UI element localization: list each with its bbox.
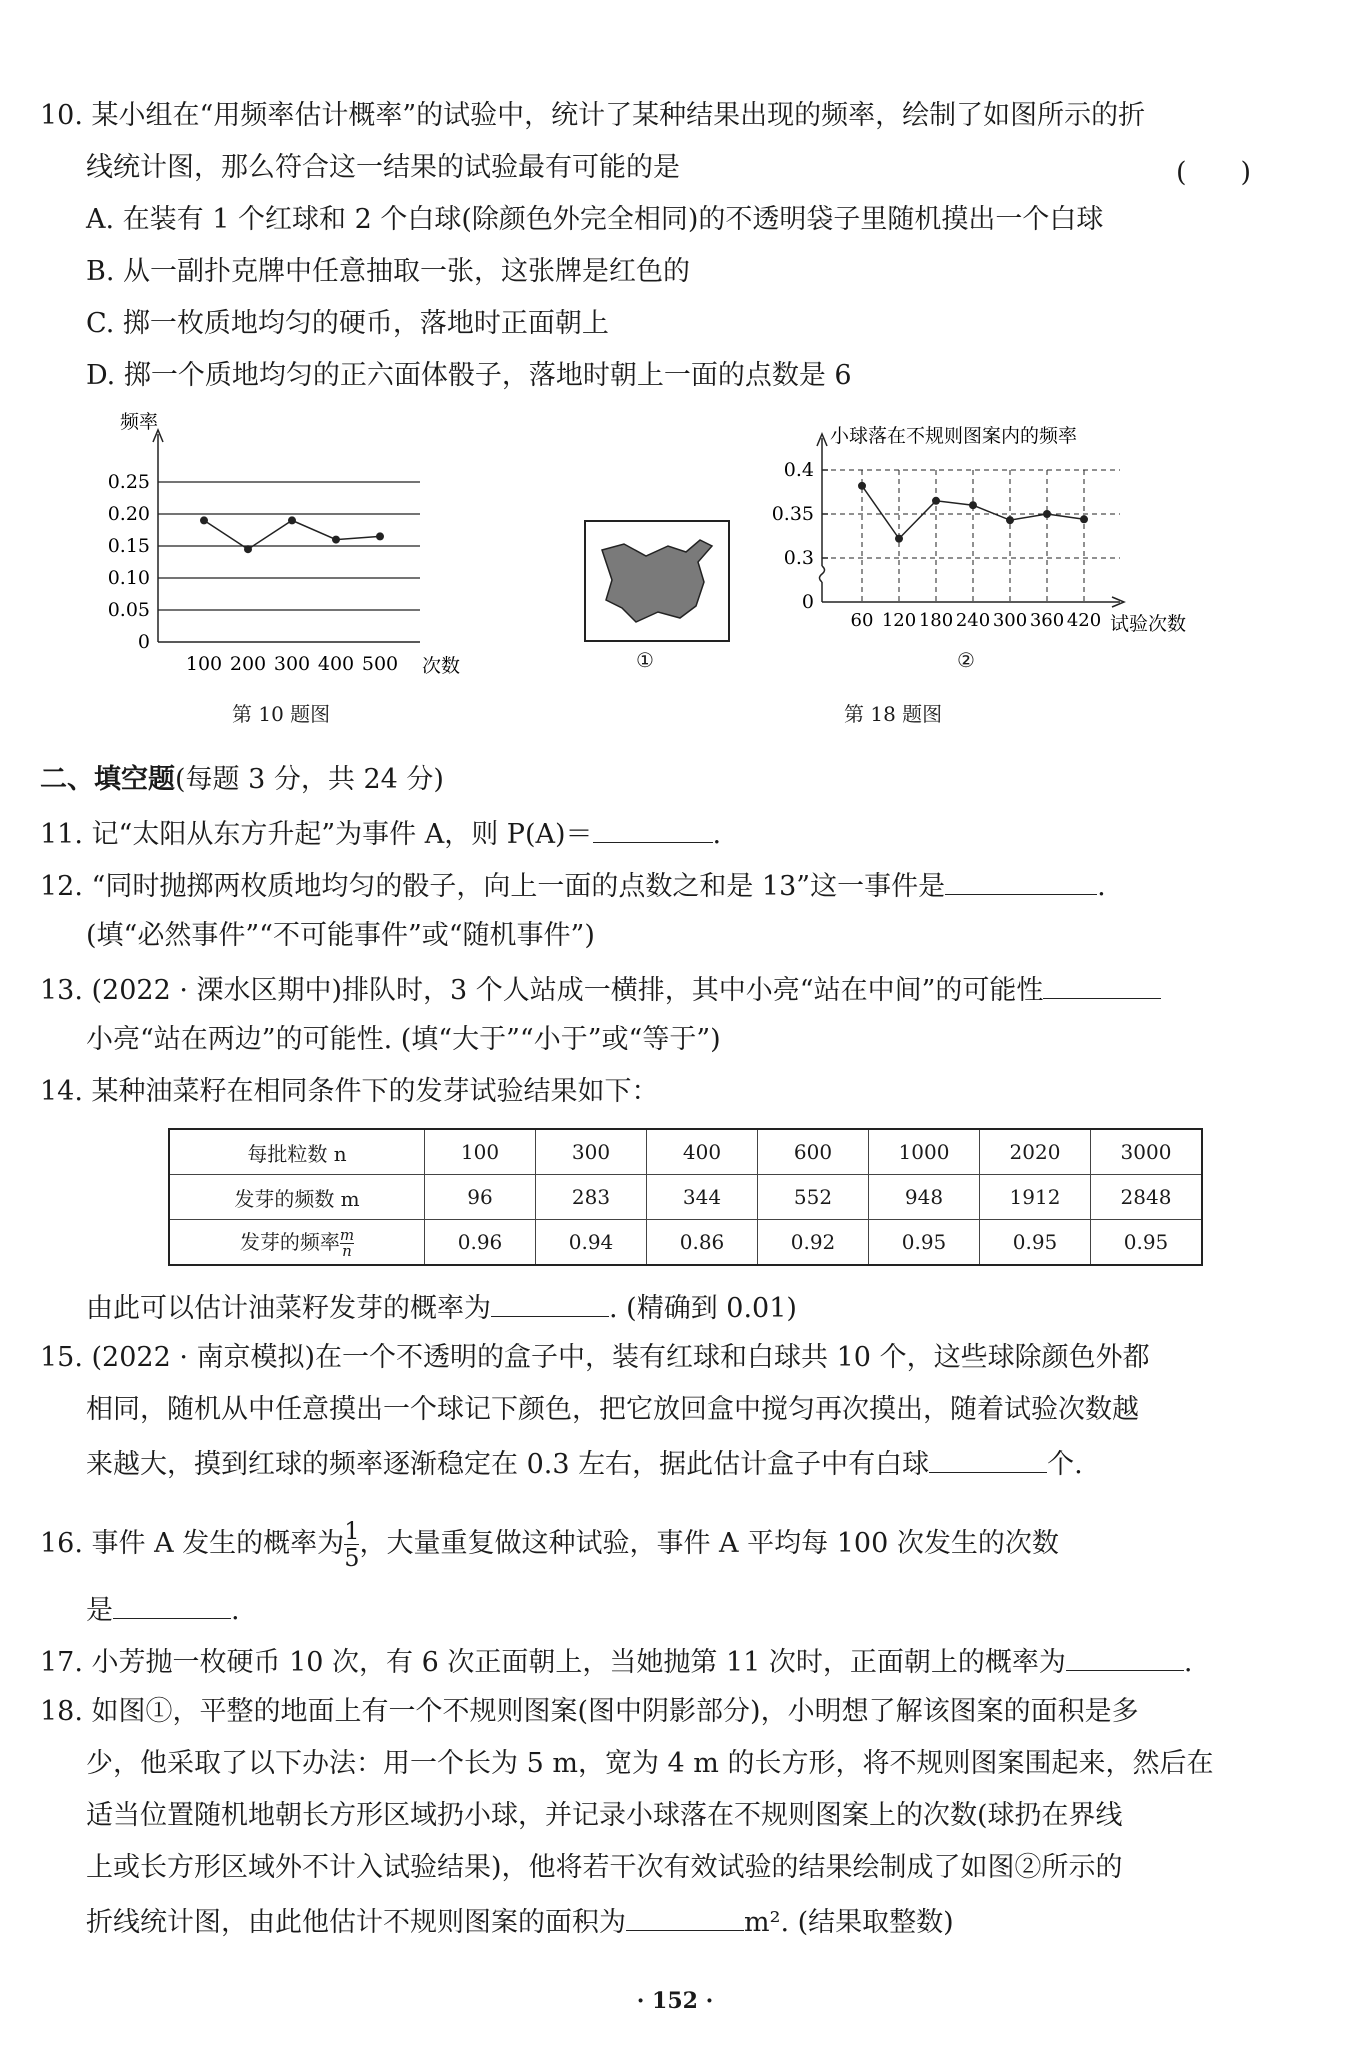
q10-frequency-chart xyxy=(90,410,490,680)
q18-answer-blank[interactable] xyxy=(626,1902,744,1931)
x-tick-label: 200 xyxy=(229,653,267,675)
q11 xyxy=(40,814,721,853)
q18-end: . (结果取整数) xyxy=(780,1907,954,1938)
q14-precision-note: . (精确到 0.01) xyxy=(609,1293,797,1324)
q18-frequency-chart xyxy=(770,418,1240,648)
data-point xyxy=(200,516,208,524)
table-cell: 0.86 xyxy=(647,1220,758,1266)
x-tick-label: 240 xyxy=(955,610,991,631)
fraction-numerator: 1 xyxy=(344,1517,360,1545)
q18-line-4: 上或长方形区域外不计入试验结果)，他将若干次有效试验的结果绘制成了如图②所示的 xyxy=(86,1852,1123,1883)
section-2-title: 二、填空题 xyxy=(40,764,175,795)
fraction-denominator: n xyxy=(342,1241,352,1260)
data-point xyxy=(969,501,977,509)
table-row xyxy=(169,1129,1202,1175)
x-tick-label: 400 xyxy=(317,653,355,675)
q13-line-2: 小亮“站在两边”的可能性. (填“大于”“小于”或“等于”) xyxy=(86,1024,721,1055)
irregular-shape xyxy=(586,522,728,640)
x-tick-label: 500 xyxy=(361,653,399,675)
table-cell: 0.95 xyxy=(869,1220,980,1266)
y-tick-label: 0.20 xyxy=(107,503,150,525)
x-axis-label: 次数 xyxy=(422,655,461,677)
row-header-m: 发芽的频数 m xyxy=(169,1175,425,1220)
row-header-n: 每批粒数 n xyxy=(169,1129,425,1175)
q18-line-5 xyxy=(86,1902,954,1941)
data-point xyxy=(858,482,866,490)
table-cell: 2020 xyxy=(980,1129,1091,1175)
table-cell: 400 xyxy=(647,1129,758,1175)
q10-option-a: A. 在装有 1 个红球和 2 个白球(除颜色外完全相同)的不透明袋子里随机摸出一个白球 xyxy=(86,204,1104,235)
data-point xyxy=(1080,515,1088,523)
x-tick-label: 180 xyxy=(918,610,954,631)
q13 xyxy=(40,970,1161,1009)
table-cell: 0.96 xyxy=(425,1220,536,1266)
q16 xyxy=(40,1516,1059,1572)
y-axis-label: 频率 xyxy=(120,411,159,433)
q14-conclusion xyxy=(86,1288,797,1327)
q11-text: 11. 记“太阳从东方升起”为事件 A，则 P(A)＝ xyxy=(40,819,593,850)
q18-unit: m² xyxy=(744,1907,781,1938)
table-cell: 96 xyxy=(425,1175,536,1220)
q12-end: . xyxy=(1097,871,1106,902)
q10-answer-paren: ( ) xyxy=(1176,157,1252,188)
q15-end: 个. xyxy=(1047,1449,1083,1480)
table-cell: 0.95 xyxy=(1091,1220,1203,1266)
q12 xyxy=(40,866,1106,905)
y-tick-label: 0.05 xyxy=(107,599,150,621)
x-tick-label: 420 xyxy=(1066,610,1102,631)
row-header-frequency xyxy=(169,1220,425,1266)
q16-end: . xyxy=(231,1595,240,1626)
q18-figure-1-frame xyxy=(584,520,730,642)
q17-end: . xyxy=(1183,1647,1193,1678)
q10-option-c: C. 掷一枚质地均匀的硬币，落地时正面朝上 xyxy=(86,308,609,339)
data-point xyxy=(332,536,340,544)
q18-line-1: 18. 如图①，平整的地面上有一个不规则图案(图中阴影部分)，小明想了解该图案的面积是多 xyxy=(40,1696,1139,1727)
q14-line-1: 14. 某种油菜籽在相同条件下的发芽试验结果如下： xyxy=(40,1076,659,1107)
q10-line-1: 10. 某小组在“用频率估计概率”的试验中，统计了某种结果出现的频率，绘制了如图所示的折 xyxy=(40,100,1146,131)
fraction-numerator: m xyxy=(339,1225,355,1244)
q10-line-2: 线统计图，那么符合这一结果的试验最有可能的是 xyxy=(86,152,680,183)
data-point xyxy=(288,516,296,524)
x-tick-label: 300 xyxy=(992,610,1028,631)
table-cell: 1912 xyxy=(980,1175,1091,1220)
q17-text: 17. 小芳抛一枚硬币 10 次，有 6 次正面朝上，当她抛第 11 次时，正面朝上的概率为 xyxy=(40,1647,1066,1678)
q13-answer-blank[interactable] xyxy=(1043,970,1161,999)
y-tick-label: 0 xyxy=(801,591,814,613)
q14-germination-table xyxy=(168,1128,1203,1266)
series-line xyxy=(204,520,380,549)
q12-answer-blank[interactable] xyxy=(945,866,1097,895)
data-point xyxy=(932,497,940,505)
q16-text: 16. 事件 A 发生的概率为 xyxy=(40,1528,345,1559)
q18-figure-2-label: ② xyxy=(957,648,975,672)
x-tick-label: 360 xyxy=(1029,610,1065,631)
one-fifth-fraction xyxy=(344,1518,359,1571)
q13-text: 13. (2022 · 溧水区期中)排队时，3 个人站成一横排，其中小亮“站在中间”的可能性 xyxy=(40,975,1044,1006)
table-cell: 600 xyxy=(758,1129,869,1175)
data-point xyxy=(244,545,252,553)
q18-line-5-text: 折线统计图，由此他估计不规则图案的面积为 xyxy=(86,1907,626,1938)
q18-caption: 第 18 题图 xyxy=(844,702,943,726)
y-tick-label: 0.15 xyxy=(107,535,150,557)
y-tick-label: 0.3 xyxy=(783,547,814,569)
q17-answer-blank[interactable] xyxy=(1066,1642,1184,1671)
q16-text-2: ，大量重复做这种试验，事件 A 平均每 100 次发生的次数 xyxy=(359,1528,1059,1559)
page-number: · 152 · xyxy=(636,1988,714,2014)
table-cell: 3000 xyxy=(1091,1129,1203,1175)
q18-figure-1-label: ① xyxy=(636,648,654,672)
table-cell: 552 xyxy=(758,1175,869,1220)
x-tick-label: 60 xyxy=(850,610,874,631)
section-2-heading xyxy=(40,762,444,798)
fraction-denominator: 5 xyxy=(344,1544,360,1572)
y-tick-label: 0.35 xyxy=(771,503,814,525)
q15-line-2: 相同，随机从中任意摸出一个球记下颜色，把它放回盒中搅匀再次摸出，随着试验次数越 xyxy=(86,1394,1139,1425)
table-cell: 344 xyxy=(647,1175,758,1220)
table-cell: 0.94 xyxy=(536,1220,647,1266)
y-tick-label: 0.4 xyxy=(783,459,814,481)
data-point xyxy=(1043,510,1051,518)
row-header-frequency-text: 发芽的频率 xyxy=(239,1229,340,1254)
y-tick-label: 0 xyxy=(137,631,150,653)
data-point xyxy=(376,532,384,540)
q10-caption: 第 10 题图 xyxy=(232,702,331,726)
section-2-note: (每题 3 分，共 24 分) xyxy=(175,764,444,795)
data-point xyxy=(1006,516,1014,524)
chart-title: 小球落在不规则图案内的频率 xyxy=(830,425,1078,447)
q15-line-1: 15. (2022 · 南京模拟)在一个不透明的盒子中，装有红球和白球共 10 个，这些球除颜色外都 xyxy=(40,1342,1150,1373)
q10-option-d: D. 掷一个质地均匀的正六面体骰子，落地时朝上一面的点数是 6 xyxy=(86,360,852,391)
q14-answer-blank[interactable] xyxy=(491,1288,609,1317)
q12-text: 12. “同时抛掷两枚质地均匀的骰子，向上一面的点数之和是 13”这一事件是 xyxy=(40,871,946,902)
table-cell: 300 xyxy=(536,1129,647,1175)
table-cell: 1000 xyxy=(869,1129,980,1175)
q10-option-b: B. 从一副扑克牌中任意抽取一张，这张牌是红色的 xyxy=(86,256,691,287)
table-row xyxy=(169,1220,1202,1266)
q16-answer-blank[interactable] xyxy=(113,1590,231,1619)
q18-line-2: 少，他采取了以下办法：用一个长为 5 m，宽为 4 m 的长方形，将不规则图案围起来，然后在 xyxy=(86,1748,1214,1779)
table-cell: 948 xyxy=(869,1175,980,1220)
x-axis-label: 试验次数 xyxy=(1110,613,1187,635)
axis-break-mark xyxy=(820,566,825,582)
table-cell: 283 xyxy=(536,1175,647,1220)
q12-hint: (填“必然事件”“不可能事件”或“随机事件”) xyxy=(86,920,595,951)
table-cell: 0.92 xyxy=(758,1220,869,1266)
q14-conclusion-text: 由此可以估计油菜籽发芽的概率为 xyxy=(86,1293,491,1324)
q15-line-3 xyxy=(86,1444,1083,1483)
q11-answer-blank[interactable] xyxy=(593,814,713,843)
q18-line-3: 适当位置随机地朝长方形区域扔小球，并记录小球落在不规则图案上的次数(球扔在界线 xyxy=(86,1800,1123,1831)
table-cell: 0.95 xyxy=(980,1220,1091,1266)
q17 xyxy=(40,1642,1193,1681)
q16-line-2-text: 是 xyxy=(86,1595,113,1626)
q15-answer-blank[interactable] xyxy=(929,1444,1047,1473)
x-tick-label: 100 xyxy=(185,653,223,675)
x-tick-label: 300 xyxy=(273,653,311,675)
q11-end: . xyxy=(712,819,722,850)
table-row xyxy=(169,1175,1202,1220)
y-tick-label: 0.10 xyxy=(107,567,150,589)
x-tick-label: 120 xyxy=(881,610,917,631)
q16-line-2 xyxy=(86,1590,240,1629)
table-cell: 2848 xyxy=(1091,1175,1203,1220)
table-cell: 100 xyxy=(425,1129,536,1175)
m-over-n-fraction xyxy=(339,1225,355,1260)
y-tick-label: 0.25 xyxy=(107,471,150,493)
q15-line-3-text: 来越大，摸到红球的频率逐渐稳定在 0.3 左右，据此估计盒子中有白球 xyxy=(86,1449,930,1480)
series-line xyxy=(862,486,1084,539)
data-point xyxy=(895,535,903,543)
